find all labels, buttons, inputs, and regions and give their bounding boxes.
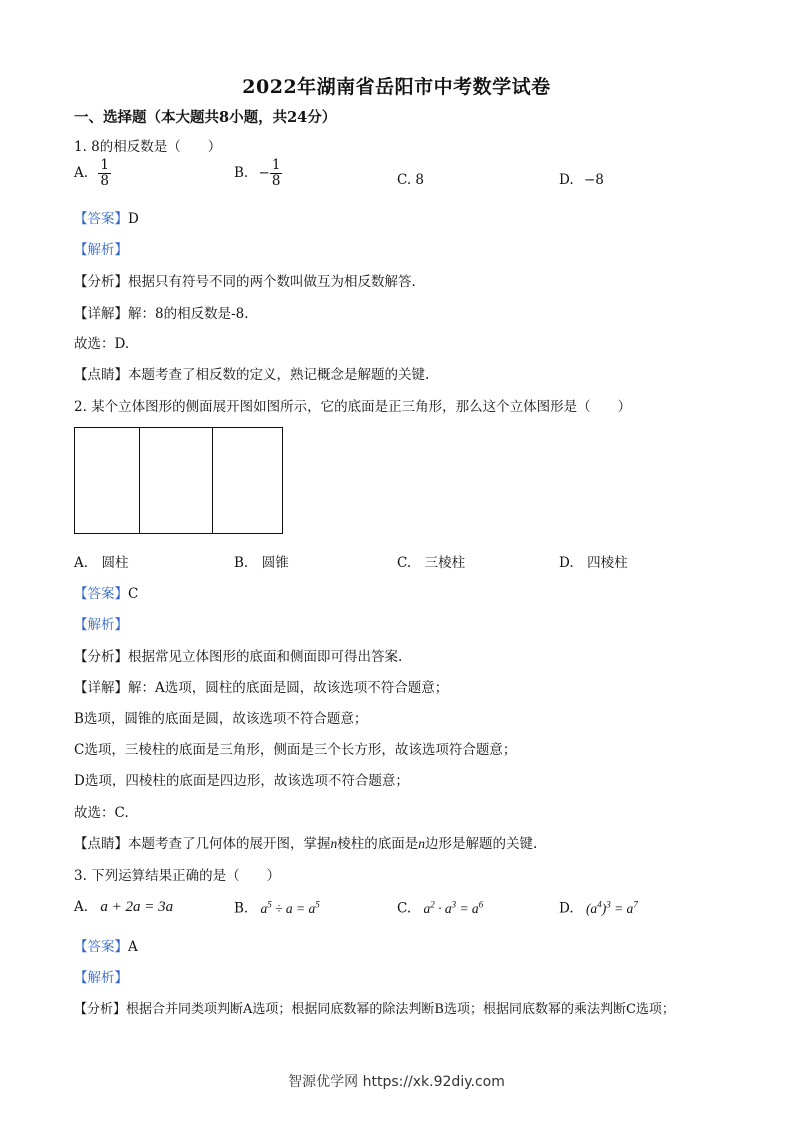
q1-dianjing (74, 363, 429, 383)
q1-fenxi-tag: 【分析】 (74, 274, 128, 290)
q1-option-b-label: B. (234, 164, 249, 181)
q1-answer-tag: 【答案】 (74, 211, 128, 227)
q3-option-d-label: D. (559, 900, 574, 917)
lateral-net-figure (74, 427, 283, 534)
q3-option-d-expr: $(a^4)^3 = a^7$ (585, 899, 638, 916)
q3-option-c (397, 899, 483, 917)
q2-xiangjie-text: 解：A选项，圆柱的底面是圆，故该选项不符合题意； (128, 680, 449, 696)
q2-guxuan: 故选：C. (74, 805, 129, 821)
q2-xiangjie-tag: 【详解】 (74, 680, 128, 696)
q1-xiangjie (74, 302, 249, 322)
q3-jiexi: 【解析】 (74, 970, 128, 986)
q1-xiangjie-tag: 【详解】 (74, 306, 128, 322)
q2-dianjing-text-2: 棱柱的底面是 (337, 836, 419, 852)
q1-answer (74, 207, 139, 227)
q1-stem: 1. 8的相反数是（ ） (74, 139, 222, 155)
net-divider-2 (212, 428, 213, 533)
q1-option-d (559, 172, 604, 188)
q2-xiangjie (74, 676, 448, 696)
q1-fenxi (74, 270, 416, 290)
q2-option-a: A. 圆柱 (74, 555, 129, 571)
q3-answer-value: A (128, 939, 138, 955)
q1-option-b-sign: − (258, 164, 270, 181)
q2-option-b: B. 圆锥 (234, 555, 289, 571)
q1-dianjing-text: 本题考查了相反数的定义，熟记概念是解题的关键. (128, 367, 430, 383)
q2-stem: 2. 某个立体图形的侧面展开图如图所示，它的底面是正三角形，那么这个立体图形是（ ） (74, 399, 632, 415)
q1-option-a-num: 1 (100, 157, 109, 173)
q3-fenxi-tag: 【分析】 (74, 1002, 127, 1017)
q1-option-a (74, 158, 111, 189)
q1-answer-value: D (128, 211, 139, 227)
q2-line-c: C选项，三棱柱的底面是三角形，侧面是三个长方形，故该选项符合题意； (74, 742, 517, 758)
q2-line-d: D选项，四棱柱的底面是四边形，故该选项不符合题意； (74, 773, 409, 789)
q3-option-a-expr: a + 2a = 3a (100, 899, 174, 915)
page-title: 2022年湖南省岳阳市中考数学试卷 (242, 76, 551, 98)
q2-answer (74, 582, 138, 602)
q1-jiexi: 【解析】 (74, 242, 128, 258)
q3-option-a-label: A. (74, 899, 89, 915)
q1-option-b-fraction (270, 158, 283, 189)
q2-answer-tag: 【答案】 (74, 586, 128, 602)
q2-dianjing-tag: 【点睛】 (74, 836, 128, 852)
q3-option-d (559, 899, 638, 917)
q1-option-b-num: 1 (271, 157, 281, 173)
footer-watermark: 智源优学网 https://xk.92diy.com (288, 1074, 505, 1090)
q1-option-a-label: A. (74, 164, 89, 181)
q1-option-d-label: D. (559, 172, 574, 188)
q2-fenxi-tag: 【分析】 (74, 649, 128, 665)
q2-fenxi-text: 根据常见立体图形的底面和侧面即可得出答案. (128, 649, 403, 665)
q2-dianjing-text-3: 边形是解题的关键. (425, 836, 538, 852)
q3-answer (74, 935, 138, 955)
q2-jiexi: 【解析】 (74, 617, 128, 633)
q3-option-b-label: B. (234, 900, 249, 917)
section-heading: 一、选择题（本大题共8小题，共24分） (74, 109, 337, 126)
q2-dianjing (74, 832, 537, 852)
q2-option-d: D. 四棱柱 (559, 555, 628, 571)
q1-option-a-den: 8 (100, 172, 109, 189)
q3-option-b-expr: $a^5 \div a = a^5$ (260, 899, 320, 916)
q1-option-c: C. 8 (397, 172, 425, 188)
q2-fenxi (74, 645, 402, 665)
q3-option-c-expr: $a^2 \cdot a^3 = a^6$ (423, 899, 484, 916)
q3-stem: 3. 下列运算结果正确的是（ ） (74, 868, 281, 884)
q2-dianjing-text-1: 本题考查了几何体的展开图，掌握 (128, 836, 331, 852)
q2-dianjing-n2: n (418, 836, 425, 851)
q1-option-b-den: 8 (271, 172, 281, 189)
q2-option-c: C. 三棱柱 (397, 555, 466, 571)
net-divider-1 (139, 428, 140, 533)
q3-option-a (74, 899, 173, 916)
q1-xiangjie-text: 解：8的相反数是-8. (128, 306, 249, 322)
q3-option-c-label: C. (397, 900, 412, 917)
q2-answer-value: C (128, 586, 139, 602)
q1-guxuan: 故选：D. (74, 336, 130, 352)
q1-fenxi-text: 根据只有符号不同的两个数叫做互为相反数解答. (128, 274, 416, 290)
q1-option-a-fraction (98, 158, 111, 189)
q3-answer-tag: 【答案】 (74, 939, 128, 955)
q3-fenxi (74, 998, 675, 1017)
q2-line-b: B选项，圆锥的底面是圆，故该选项不符合题意； (74, 711, 368, 727)
q1-option-b (234, 158, 282, 189)
q1-dianjing-tag: 【点睛】 (74, 367, 128, 383)
q2-dianjing-n1: n (330, 836, 338, 851)
q3-fenxi-text: 根据合并同类项判断A选项；根据同底数幂的除法判断B选项；根据同底数幂的乘法判断C选项； (126, 1002, 675, 1017)
q3-option-b (234, 899, 320, 917)
q1-option-d-value: −8 (583, 172, 604, 188)
